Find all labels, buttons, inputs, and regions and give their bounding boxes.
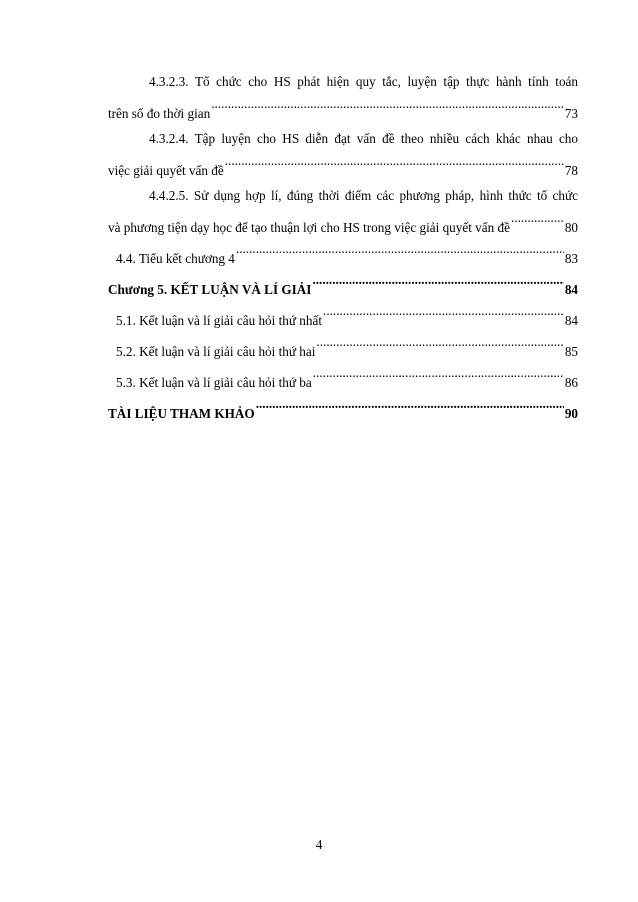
toc-entry-5-1[interactable] [108, 305, 578, 328]
toc-page-number: 84 [564, 313, 578, 328]
toc-entry-title-cont: việc giải quyết vấn đề [108, 163, 224, 178]
toc-entry-4-3-2-4[interactable] [108, 129, 578, 178]
page-number-footer: 4 [315, 837, 323, 852]
toc-entry-references[interactable] [108, 398, 578, 421]
toc-page-number: 86 [564, 375, 578, 390]
toc-entry-4-4-2-5[interactable] [108, 186, 578, 235]
dot-leader [211, 98, 564, 118]
dot-leader [316, 336, 563, 356]
toc-page-number: 85 [564, 344, 578, 359]
dot-leader [312, 274, 563, 294]
table-of-contents [108, 72, 578, 429]
toc-entry-title: 5.3. Kết luận và lí giải câu hỏi thứ ba [116, 375, 312, 390]
toc-entry-title: 5.1. Kết luận và lí giải câu hỏi thứ nhất [116, 313, 323, 328]
toc-entry-4-3-2-3[interactable] [108, 72, 578, 121]
toc-entry-title-line: 4.3.2.4. Tập luyện cho HS diễn đạt vấn đề theo nhiều cách khác nhau cho [149, 131, 578, 146]
toc-entry-5-3[interactable] [108, 367, 578, 390]
toc-entry-chapter-5[interactable] [108, 274, 578, 297]
toc-page-number: 78 [564, 163, 578, 178]
toc-page-number: 73 [564, 106, 578, 121]
dot-leader [236, 243, 564, 263]
toc-entry-title-line: 4.4.2.5. Sử dụng hợp lí, đúng thời điểm các phương pháp, hình thức tổ chức [149, 188, 578, 203]
toc-entry-title-line: 4.3.2.3. Tổ chức cho HS phát hiện quy tắc, luyện tập thực hành tính toán [149, 74, 578, 89]
dot-leader [323, 305, 564, 325]
toc-entry-title: 4.4. Tiểu kết chương 4 [116, 251, 235, 266]
toc-entry-5-2[interactable] [108, 336, 578, 359]
toc-entry-title-cont: trên số đo thời gian [108, 106, 211, 121]
dot-leader [256, 398, 564, 418]
toc-entry-title: 5.2. Kết luận và lí giải câu hỏi thứ hai [116, 344, 316, 359]
toc-entry-4-4[interactable] [108, 243, 578, 266]
dot-leader [511, 212, 564, 232]
toc-chapter-title: TÀI LIỆU THAM KHẢO [108, 406, 255, 421]
toc-chapter-title: Chương 5. KẾT LUẬN VÀ LÍ GIẢI [108, 282, 312, 297]
toc-entry-title-cont: và phương tiện dạy học để tạo thuận lợi cho HS trong việc giải quyết vấn đề [108, 220, 510, 235]
dot-leader [225, 155, 564, 175]
toc-page-number: 84 [564, 282, 578, 297]
toc-page-number: 90 [564, 406, 578, 421]
toc-page-number: 83 [564, 251, 578, 266]
dot-leader [313, 367, 564, 387]
toc-page-number: 80 [564, 220, 578, 235]
